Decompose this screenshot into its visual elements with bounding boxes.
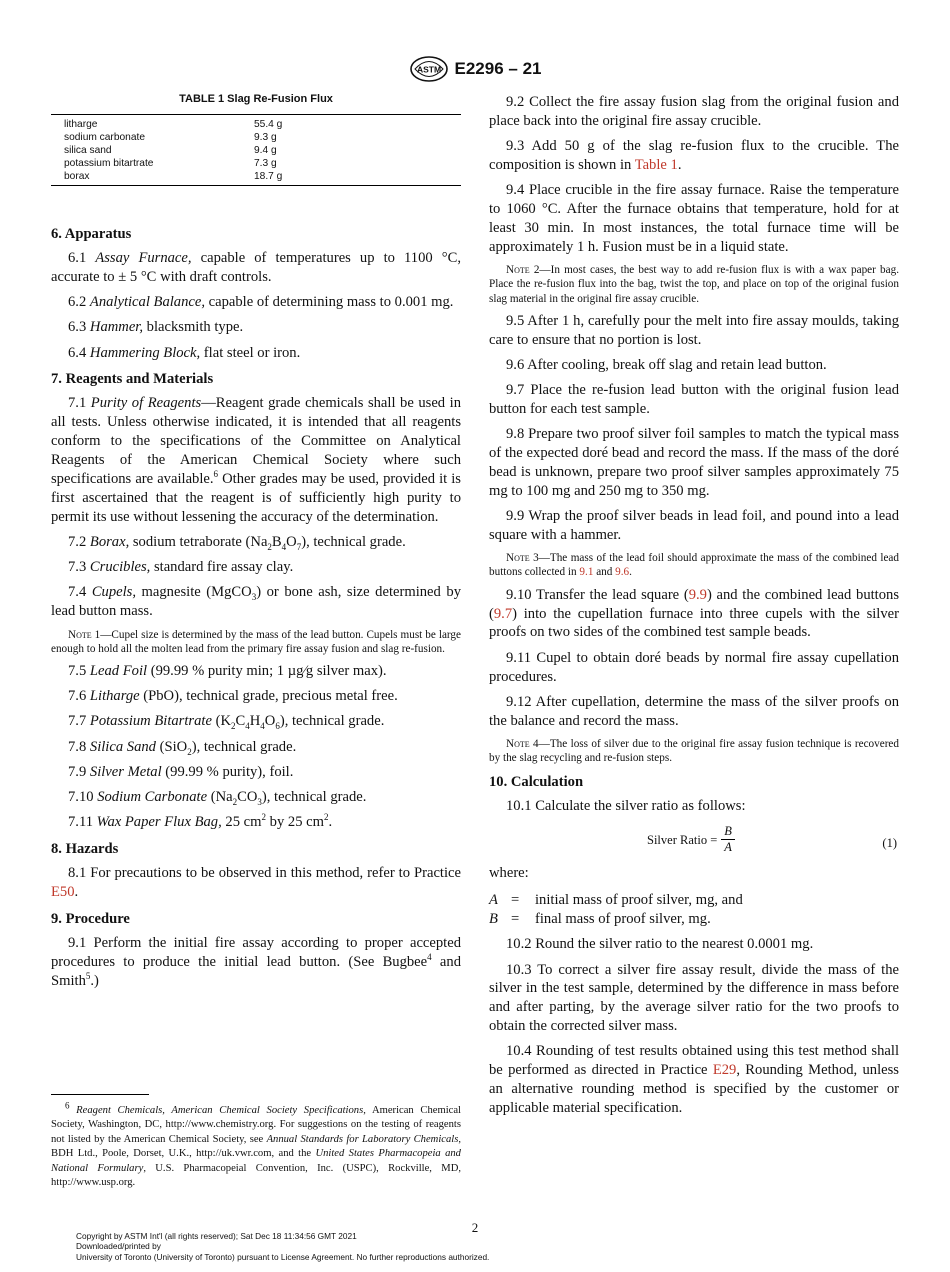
page-number: 2 — [471, 1220, 479, 1235]
table-row: sodium carbonate 9.3 g — [64, 132, 277, 143]
paragraph-6-3: 6.3 Hammer, blacksmith type. — [68, 319, 244, 336]
left-column — [51, 93, 461, 997]
definition-a: A = initial mass of proof silver, mg, and — [489, 892, 743, 909]
svg-text:ASTM: ASTM — [416, 64, 441, 75]
paragraph-9-12: 9.12 After cupellation, determine the mass of the silver proofs on the balance and record the mass. — [489, 693, 899, 729]
paragraph-7-7: 7.7 Potassium Bitartrate $(K_2C_4H_4O_6)$, technical grade. — [68, 713, 385, 732]
paragraph-7-3: 7.3 Crucibles, standard fire assay clay. — [68, 559, 294, 576]
paragraph-9-10: 9.10 Transfer the lead square (9.9) and the combined lead buttons (9.7) into the cupellation furnace into three cupels with the silver proofs on two sides of the combined test sample beads. — [489, 586, 899, 641]
note-1: Note 1—Cupel size is determined by the mass of the lead button. Cupels must be large enough to hold all the molten lead from the primary fire assay fusion and slag re-fusion. — [51, 628, 461, 655]
note-4: Note 4—The loss of silver due to the original fire assay fusion technique is recovered by the slag recycling and re-fusion steps. — [489, 737, 899, 765]
paragraph-9-4: 9.4 Place crucible in the fire assay furnace. Raise the temperature to 1060 °C. After the furnace obtains that temperature, hold for at least 30 min. In most instances, the total furnace time will be approximately 1 h. Fusion must be in a liquid state. — [489, 182, 899, 255]
paragraph-10-1: 10.1 Calculate the silver ratio as follows: — [506, 798, 746, 815]
astm-logo-icon — [409, 56, 449, 82]
paragraph-6-1: 6.1 Assay Furnace, capable of temperatures up to 1100 °C, accurate to ± 5 °C with draft controls. — [51, 250, 461, 285]
paragraph-7-1: 7.1 Purity of Reagents—Reagent grade chemicals shall be used in all tests. Unless otherwise indicated, it is intended that all reagents conform to the specifications of the Committee on Analytical Reagents of the American Chemical Society where such specifications are available.$^6$ Other grades may be used, provided it is first ascertained that the reagent is of sufficiently high purity to permit its use without lessening the accuracy of the determination. — [51, 395, 461, 525]
copyright-notice: Copyright by ASTM Int'l (all rights reserved); Sat Dec 18 11:34:56 GMT 2021 Downloaded/printed by University of Toronto (University of Toronto) pursuant to License Agreement. No further reproductions authorized. — [76, 1231, 490, 1262]
table-row: silica sand 9.4 g — [64, 145, 277, 156]
page-header — [0, 56, 950, 82]
paragraph-7-10: 7.10 Sodium Carbonate $(Na_2CO_3)$, technical grade. — [68, 789, 367, 807]
equation-lhs: Silver Ratio = — [647, 832, 718, 847]
paragraph-9-3: 9.3 Add 50 g of the slag re-fusion flux to the crucible. The composition is shown in Table 1. — [489, 138, 899, 174]
paragraph-9-8: 9.8 Prepare two proof silver foil samples to match the typical mass of the expected doré bead and record the mass. If the mass of the doré bead is unknown, prepare two proof silver samples approximately 75 mg to 100 mg and 250 mg to 350 mg. — [489, 426, 899, 499]
definition-b: B = final mass of proof silver, mg. — [489, 910, 711, 927]
link-e29[interactable]: E29 — [712, 1062, 737, 1079]
equation-fraction: $\frac{B}{A}$ — [721, 824, 735, 855]
paragraph-9-7: 9.7 Place the re-fusion lead button with the original fusion lead button for each test sample. — [489, 382, 899, 417]
section-heading-hazards: 8. Hazards — [51, 841, 119, 858]
section-heading-reagents: 7. Reagents and Materials — [51, 371, 214, 388]
paragraph-8-1: 8.1 For precautions to be observed in this method, refer to Practice E50. — [51, 865, 461, 901]
footnote-divider — [51, 1094, 149, 1095]
footnote-6: $^6$ Reagent Chemicals, American Chemical Society Specifications, American Chemical Society, Washington, DC, http://www.chemistry.org. For suggestions on the testing of reagents not listed by the American Chemical Society, see Annual Standards for Laboratory Chemicals, BDH Ltd., Poole, Dorset, U.K., http://uk.vwr.com, and the United States Pharmacopeia and National Formulary, U.S. Pharmacopeial Convention, Inc. (USPC), Rockville, MD, http://www.usp.org. — [51, 1100, 461, 1189]
paragraph-9-11: 9.11 Cupel to obtain doré beads by normal fire assay cupellation procedures. — [489, 649, 899, 685]
section-heading-calculation: 10. Calculation — [489, 774, 584, 791]
paragraph-7-4: 7.4 Cupels, magnesite (MgCO$_3$) or bone ash, size determined by lead button mass. — [51, 584, 461, 620]
paragraph-7-11: 7.11 Wax Paper Flux Bag, 25 $cm^2$ by 25 $cm^2$. — [68, 812, 333, 831]
paragraph-9-6: 9.6 After cooling, break off slag and retain lead button. — [506, 356, 827, 373]
table-row: potassium bitartrate 7.3 g — [64, 158, 277, 169]
where-label: where: — [489, 865, 529, 882]
paragraph-10-4: 10.4 Rounding of test results obtained using this test method shall be performed as directed in Practice E29, Rounding Method, unless an alternative rounding method is specified by the customer or applicable material specification. — [489, 1043, 899, 1117]
note-2: Note 2—In most cases, the best way to add re-fusion flux is with a wax paper bag. Place the re-fusion flux into the bag, twist the top, and place on top of the original fusion slag material in the original fire assay crucible. — [489, 264, 899, 305]
paragraph-9-2: 9.2 Collect the fire assay fusion slag from the original fusion and place back into the original fire assay crucible. — [489, 94, 899, 129]
silver-ratio-equation — [489, 822, 899, 858]
equation-number: (1) — [882, 836, 897, 851]
link-9-9[interactable]: 9.9 — [688, 586, 707, 603]
right-column — [489, 93, 899, 1124]
paragraph-7-6: 7.6 Litharge (PbO), technical grade, precious metal free. — [68, 688, 398, 705]
paragraph-10-2: 10.2 Round the silver ratio to the nearest 0.0001 mg. — [506, 936, 814, 953]
document-number: E2296 – 21 — [454, 59, 542, 78]
paragraph-7-2: 7.2 Borax, sodium tetraborate $(Na_2B_4O_7)$, technical grade. — [68, 534, 406, 552]
paragraph-7-9: 7.9 Silver Metal (99.99 % purity), foil. — [68, 763, 294, 780]
slag-refusion-flux-table — [51, 114, 461, 186]
note-3: Note 3—The mass of the lead foil should approximate the mass of the combined lead buttons collected in 9.1 and 9.6. — [489, 552, 899, 579]
paragraph-7-8: 7.8 Silica Sand (SiO$_2$), technical grade. — [68, 738, 297, 757]
link-e50[interactable]: E50 — [51, 884, 75, 901]
paragraph-6-2: 6.2 Analytical Balance, capable of determining mass to 0.001 mg. — [68, 294, 454, 311]
link-9-6[interactable]: 9.6 — [615, 566, 630, 579]
section-heading-procedure: 9. Procedure — [51, 910, 130, 927]
paragraph-9-1: 9.1 Perform the initial fire assay according to proper accepted procedures to produce the initial lead button. (See Bugbee$^4$ and Smith$^5$.) — [51, 934, 461, 989]
link-9-1[interactable]: 9.1 — [579, 566, 594, 579]
section-heading-apparatus: 6. Apparatus — [51, 226, 132, 242]
paragraph-7-5: 7.5 Lead Foil (99.99 % purity min; 1 µg⁄g silver max). — [68, 662, 387, 679]
link-table-1[interactable]: Table 1 — [634, 157, 678, 174]
table-row: borax 18.7 g — [64, 171, 283, 182]
paragraph-9-5: 9.5 After 1 h, carefully pour the melt into fire assay moulds, taking care to ensure that no portion is lost. — [489, 312, 899, 348]
paragraph-9-9: 9.9 Wrap the proof silver beads in lead foil, and pound into a lead square with a hammer. — [489, 508, 899, 543]
table-title: TABLE 1 Slag Re-Fusion Flux — [179, 93, 333, 105]
paragraph-6-4: 6.4 Hammering Block, flat steel or iron. — [68, 344, 301, 361]
paragraph-10-3: 10.3 To correct a silver fire assay result, divide the mass of the silver in the test sample, determined by the difference in mass before and after parting, by the average silver ratio for the two proofs to obtain the corrected silver mass. — [489, 961, 899, 1035]
link-9-7[interactable]: 9.7 — [493, 605, 513, 622]
table-row: litharge 55.4 g — [64, 119, 283, 130]
